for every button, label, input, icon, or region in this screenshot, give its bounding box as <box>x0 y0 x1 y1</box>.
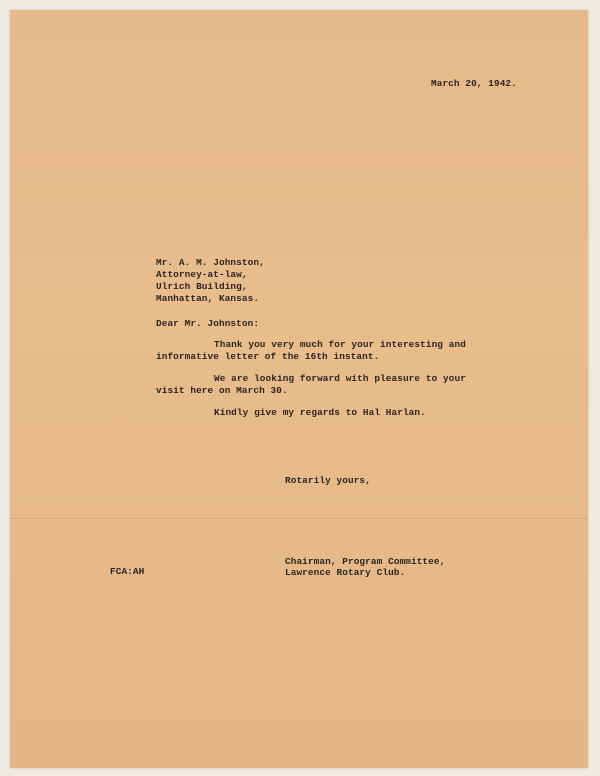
salutation: Dear Mr. Johnston: <box>156 318 260 329</box>
body-paragraph-1-line-2: informative letter of the 16th instant. <box>156 351 380 362</box>
body-paragraph-3-line-1: Kindly give my regards to Hal Harlan. <box>214 407 426 418</box>
signature-organization: Lawrence Rotary Club. <box>285 567 406 578</box>
letter-date: March 20, 1942. <box>431 78 517 89</box>
recipient-city: Manhattan, Kansas. <box>156 293 260 304</box>
letter-sheet <box>10 10 588 768</box>
signature-title: Chairman, Program Committee, <box>285 556 446 567</box>
body-paragraph-1-line-1: Thank you very much for your interesting and <box>214 339 466 350</box>
recipient-name: Mr. A. M. Johnston, <box>156 257 265 268</box>
recipient-title: Attorney-at-law, <box>156 269 248 280</box>
body-paragraph-2-line-1: We are looking forward with pleasure to your <box>214 373 466 384</box>
recipient-building: Ulrich Building, <box>156 281 248 292</box>
paper-fold-crease <box>10 518 588 520</box>
complimentary-closing: Rotarily yours, <box>285 475 371 486</box>
body-paragraph-2-line-2: visit here on March 30. <box>156 385 288 396</box>
typist-initials: FCA:AH <box>110 566 145 577</box>
